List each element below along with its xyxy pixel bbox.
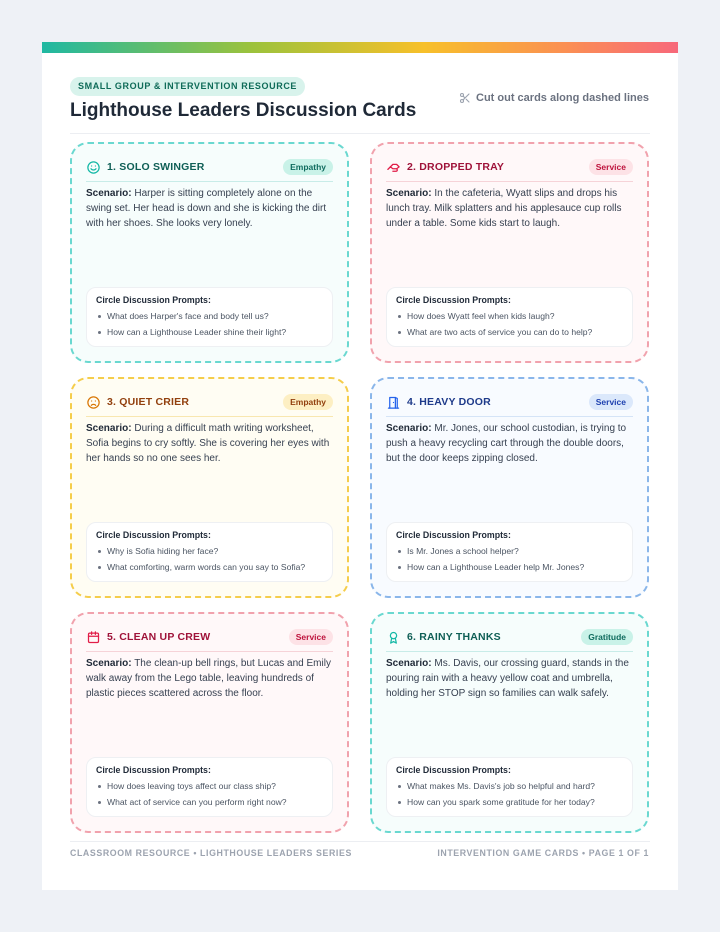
sad-face-icon	[86, 395, 101, 410]
award-ribbon-icon	[386, 630, 401, 645]
card-title: 5. CLEAN UP CREW	[107, 631, 211, 643]
card-title: 1. SOLO SWINGER	[107, 161, 205, 173]
discussion-card-4	[370, 377, 649, 598]
card-title: 4. HEAVY DOOR	[407, 396, 491, 408]
resource-badge: SMALL GROUP & INTERVENTION RESOURCE	[70, 77, 305, 96]
discussion-prompts: Circle Discussion Prompts: Is Mr. Jones a school helper? How can a Lighthouse Leader help Mr. Jones?	[386, 522, 633, 582]
door-icon	[386, 395, 401, 410]
worksheet-page	[42, 42, 678, 890]
gradient-top-bar	[42, 42, 678, 53]
scenario-text: Scenario: Harper is sitting completely alone on the swing set. Her head is down and she is kicking the dirt with her shoes. She looks very lonely.	[86, 188, 327, 229]
prompt-item: What makes Ms. Davis's job so helpful and hard?	[396, 779, 623, 795]
header-divider	[70, 133, 650, 134]
discussion-card-2	[370, 142, 649, 363]
cut-instructions-text: Cut out cards along dashed lines	[476, 92, 649, 104]
category-tag: Gratitude	[581, 629, 633, 645]
prompt-item: What act of service can you perform right now?	[96, 795, 323, 811]
cut-instructions	[459, 92, 649, 104]
discussion-prompts: Circle Discussion Prompts: Why is Sofia hiding her face? What comforting, warm words can you say to Sofia?	[86, 522, 333, 582]
page-title: Lighthouse Leaders Discussion Cards	[70, 100, 417, 121]
calendar-icon	[86, 630, 101, 645]
smile-icon	[86, 160, 101, 175]
scissors-icon	[459, 92, 471, 104]
category-tag: Service	[289, 629, 333, 645]
footer-right: INTERVENTION GAME CARDS • PAGE 1 OF 1	[437, 848, 649, 858]
card-title: 3. QUIET CRIER	[107, 396, 190, 408]
discussion-card-6	[370, 612, 649, 833]
discussion-card-3	[70, 377, 349, 598]
discussion-prompts: Circle Discussion Prompts: What makes Ms. Davis's job so helpful and hard? How can you spark some gratitude for her today?	[386, 757, 633, 817]
prompt-item: What does Harper's face and body tell us?	[96, 309, 323, 325]
prompt-item: How can you spark some gratitude for her today?	[396, 795, 623, 811]
footer-left: CLASSROOM RESOURCE • LIGHTHOUSE LEADERS SERIES	[70, 848, 352, 858]
discussion-card-1	[70, 142, 349, 363]
helping-hand-icon	[386, 160, 401, 175]
discussion-prompts: Circle Discussion Prompts: How does leaving toys affect our class ship? What act of service can you perform right now?	[86, 757, 333, 817]
scenario-text: Scenario: Mr. Jones, our school custodian, is trying to push a heavy recycling cart through the double doors, but the door keeps zipping closed.	[386, 423, 627, 464]
category-tag: Service	[589, 159, 633, 175]
prompt-item: How does leaving toys affect our class ship?	[96, 779, 323, 795]
discussion-prompts: Circle Discussion Prompts: How does Wyatt feel when kids laugh? What are two acts of service you can do to help?	[386, 287, 633, 347]
prompt-item: How can a Lighthouse Leader help Mr. Jones?	[396, 560, 623, 576]
scenario-text: Scenario: Ms. Davis, our crossing guard, stands in the pouring rain with a heavy yellow coat and umbrella, holding her STOP sign so families can walk safely.	[386, 658, 629, 699]
footer-divider	[70, 841, 650, 842]
prompt-item: How can a Lighthouse Leader shine their light?	[96, 325, 323, 341]
scenario-text: Scenario: The clean-up bell rings, but Lucas and Emily walk away from the Lego table, leaving hundreds of plastic pieces scattered across the floor.	[86, 658, 331, 699]
card-title: 6. RAINY THANKS	[407, 631, 501, 643]
card-title: 2. DROPPED TRAY	[407, 161, 505, 173]
category-tag: Empathy	[283, 159, 333, 175]
prompt-item: What are two acts of service you can do to help?	[396, 325, 623, 341]
category-tag: Service	[589, 394, 633, 410]
prompt-item: Is Mr. Jones a school helper?	[396, 544, 623, 560]
scenario-text: Scenario: During a difficult math writing worksheet, Sofia begins to cry softly. She is covering her eyes with her hands so no one sees her.	[86, 423, 330, 464]
category-tag: Empathy	[283, 394, 333, 410]
scenario-text: Scenario: In the cafeteria, Wyatt slips and drops his lunch tray. Milk splatters and his applesauce cup rolls under a table. Some kids start to laugh.	[386, 188, 622, 229]
prompt-item: How does Wyatt feel when kids laugh?	[396, 309, 623, 325]
prompt-item: Why is Sofia hiding her face?	[96, 544, 323, 560]
prompt-item: What comforting, warm words can you say to Sofia?	[96, 560, 323, 576]
discussion-prompts: Circle Discussion Prompts: What does Harper's face and body tell us? How can a Lighthouse Leader shine their light?	[86, 287, 333, 347]
discussion-card-5	[70, 612, 349, 833]
